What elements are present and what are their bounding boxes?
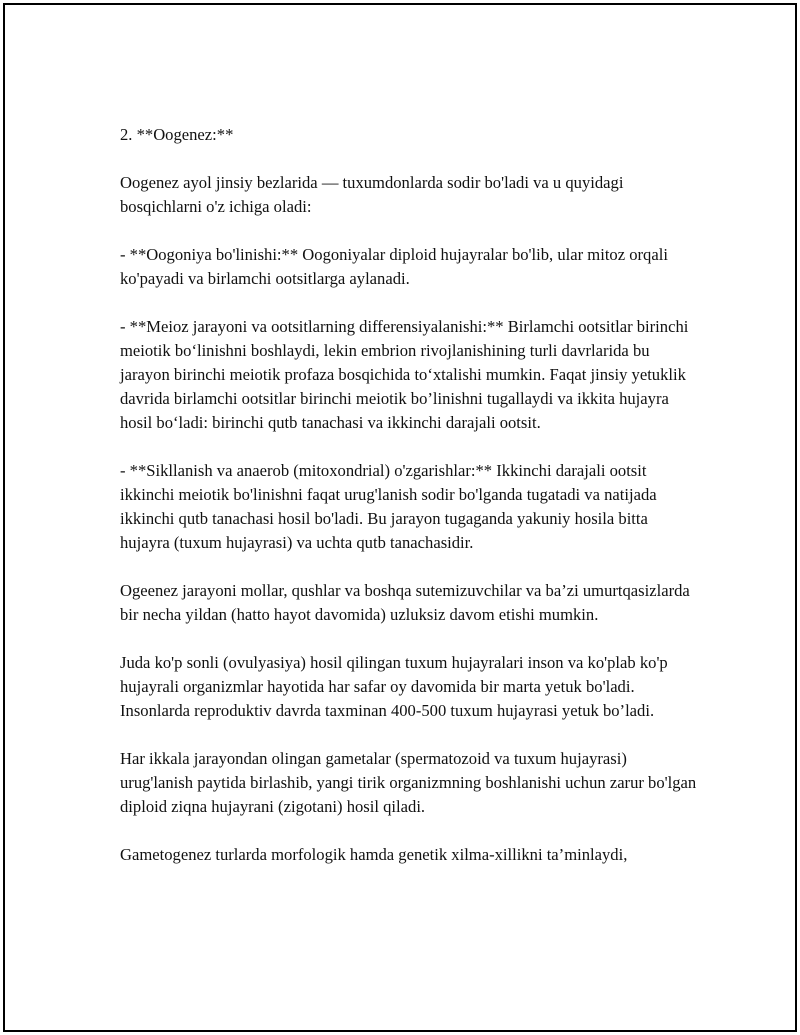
paragraph-fertilization: Har ikkala jarayondan olingan gametalar (spermatozoid va tuxum hujayrasi) urug'lanish paytida birlashib, yangi tirik organizmning boshlanishi uchun zarur bo'lgan diploid ziqna hujayrani (zigotani) hosil qiladi. [120,749,697,816]
document-page [3,3,797,1032]
document-body [120,123,700,891]
paragraph-oogonia-division: - **Oogoniya bo'linishi:** Oogoniyalar diploid hujayralar bo'lib, ular mitoz orqali ko'payadi va birlamchi ootsitlarga aylanadi. [120,245,668,288]
paragraph-intro: Oogenez ayol jinsiy bezlarida — tuxumdonlarda sodir bo'ladi va u quyidagi bosqichlarni o'z ichiga oladi: [120,173,624,216]
section-heading: 2. **Oogenez:** [120,125,234,144]
paragraph-meiosis: - **Meioz jarayoni va ootsitlarning differensiyalanishi:** Birlamchi ootsitlar birinchi meiotik bo‘linishni boshlaydi, lekin embrion rivojlanishining turli davrlarida bu jarayon birinchi meiotik profaza bosqichida to‘xtalishi mumkin. Faqat jinsiy yetuklik davrida birlamchi ootsitlar birinchi meiotik bo’linishni tugallaydi va ikkita hujayra hosil bo‘ladi: birinchi qutb tanachasi va ikkinchi darajali ootsit. [120,317,689,432]
paragraph-ovulation: Juda ko'p sonli (ovulyasiya) hosil qilingan tuxum hujayralari inson va ko'plab ko'p hujayrali organizmlar hayotida har safar oy davomida bir marta yetuk bo'ladi. Insonlarda reproduktiv davrda taxminan 400-500 tuxum hujayrasi yetuk bo’ladi. [120,653,668,720]
paragraph-gametogenesis: Gametogenez turlarda morfologik hamda genetik xilma-xillikni ta’minlaydi, [120,845,628,864]
paragraph-cycling: - **Sikllanish va anaerob (mitoxondrial) o'zgarishlar:** Ikkinchi darajali ootsit ikkinchi meiotik bo'linishni faqat urug'lanish sodir bo'lganda tugatadi va natijada ikkinchi qutb tanachasi hosil bo'ladi. Bu jarayon tugaganda yakuniy hosila bitta hujayra (tuxum hujayrasi) va uchta qutb tanachasidir. [120,461,657,552]
paragraph-duration: Ogeenez jarayoni mollar, qushlar va boshqa sutemizuvchilar va ba’zi umurtqasizlarda bir necha yildan (hatto hayot davomida) uzluksiz davom etishi mumkin. [120,581,690,624]
